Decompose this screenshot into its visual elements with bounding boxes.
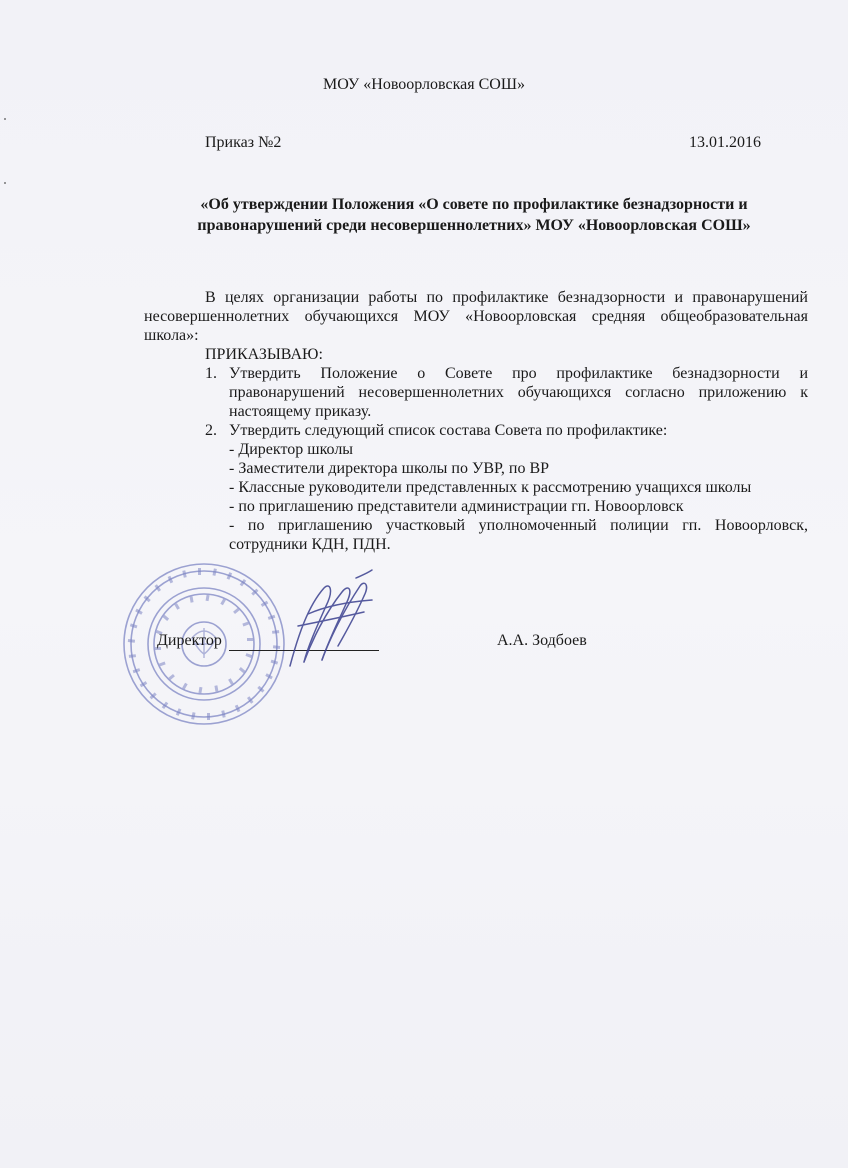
item-number: 1. [205,365,217,382]
order-date: 13.01.2016 [689,134,761,151]
list-item: - Заместители директора школы по УВР, по ВР [229,460,550,477]
list-item: - Директор школы [229,441,354,458]
intro-paragraph: В целях организации работы по профилактике безнадзорности и правонарушений несовершеннолетних обучающихся МОУ «Новоорловская средняя общеобразовательная школа»: [144,289,808,344]
list-item: - по приглашению представители администрации гп. Новоорловск [229,498,684,515]
title-line: правонарушений среди несовершеннолетних» МОУ «Новоорловская СОШ» [197,217,751,234]
item-text: Утвердить следующий список состава Совета по профилактике: [229,422,668,439]
item-text: Утвердить Положение о Совете про профилактике безнадзорности и правонарушений несовершеннолетних обучающихся согласно приложению к настоящему приказу. [229,365,808,420]
list-item: - по приглашению участковый уполномоченный полиции гп. Новоорловск, сотрудники КДН, ПДН. [229,517,808,553]
director-name: А.А. Зодбоев [497,632,587,649]
council-members-list [229,440,808,554]
scan-mark [4,182,6,184]
document-title [150,194,798,236]
item-number: 2. [205,422,217,439]
order-word: ПРИКАЗЫВАЮ: [205,346,323,363]
order-line [205,134,761,152]
organization-header: МОУ «Новоорловская СОШ» [323,76,525,93]
handwritten-signature [268,566,388,676]
order-item [205,421,808,554]
scan-mark [4,118,6,120]
order-item [205,364,808,421]
order-number: Приказ №2 [205,134,282,151]
title-line: «Об утверждении Положения «О совете по профилактике безнадзорности и [200,196,748,213]
list-item: - Классные руководители представленных к рассмотрению учащихся школы [229,479,752,496]
director-label: Директор [157,632,222,649]
order-items [205,364,808,554]
